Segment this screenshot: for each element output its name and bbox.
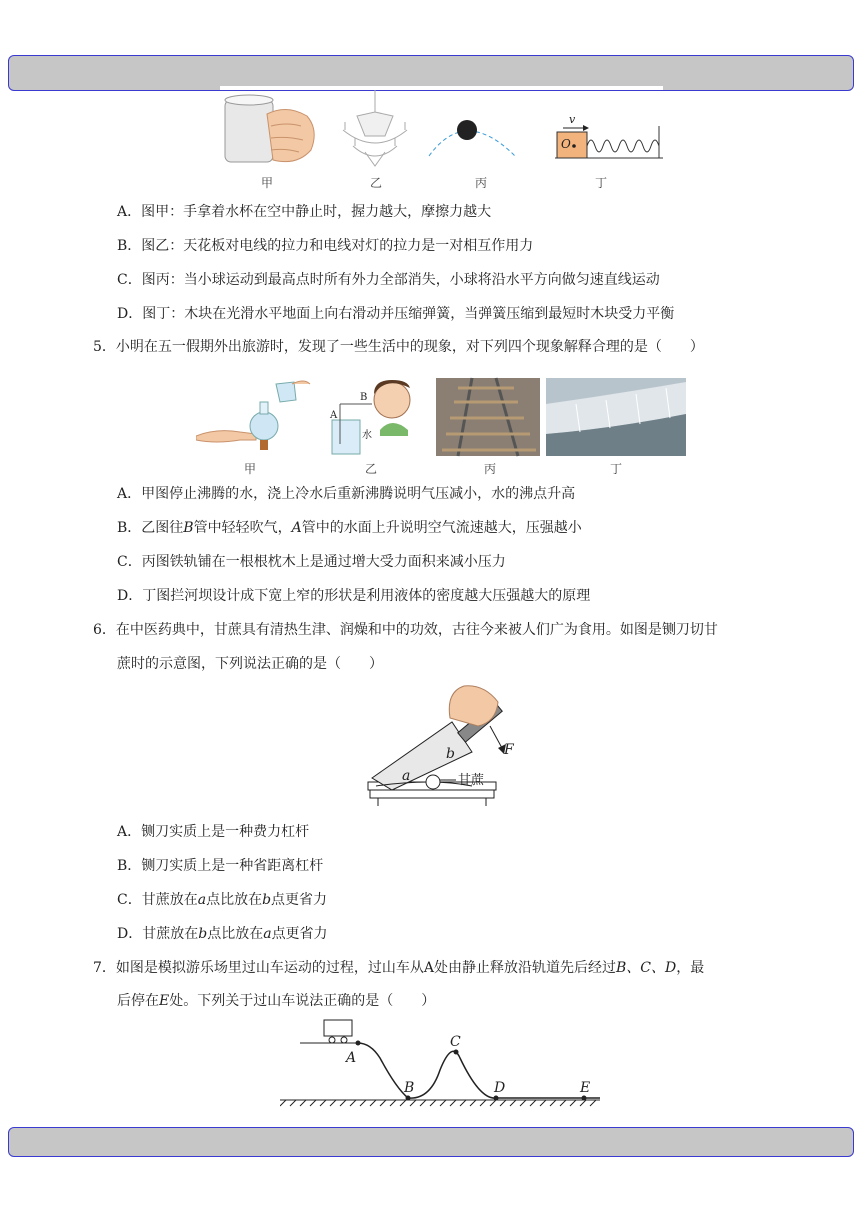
q4-caption-yi: 乙 [370,176,383,190]
q5-caption-bing: 丙 [484,462,497,476]
block-spring-image [555,113,663,158]
q4-option-b: B．图乙：天花板对电线的拉力和电线对灯的拉力是一对相互作用力 [117,238,534,254]
q4-option-c: C．图丙：当小球运动到最高点时所有外力全部消失，小球将沿水平方向做匀速直线运动 [117,272,660,288]
point-b: B [404,1080,415,1096]
q4-caption-ding: 丁 [595,176,608,190]
q4-option-d: D．图丁：木块在光滑水平地面上向右滑动并压缩弹簧，当弹簧压缩到最短时木块受力平衡 [117,306,675,322]
q5-figures [196,374,688,458]
point-e: E [580,1080,591,1096]
railway-image [436,378,540,456]
q5-option-b: B．乙图往B管中轻轻吹气，A管中的水面上升说明空气流速越大，压强越小 [117,520,582,536]
sugarcane-label: 甘蔗 [458,773,485,788]
v-label: v [569,113,576,126]
dam-image [546,378,686,456]
chandelier-image [343,90,407,166]
q7-stem-line2: 后停在E处。下列关于过山车说法正确的是（ ） [117,993,436,1009]
label-a: A [330,410,338,421]
q6-option-a: A．铡刀实质上是一种费力杠杆 [117,824,310,840]
q6-option-c: C．甘蔗放在a点比放在b点更省力 [117,892,328,908]
label-b: B [360,392,368,403]
blowing-tube-image [329,380,410,454]
q5-caption-yi: 乙 [365,462,378,476]
q4-option-a: A．图甲：手拿着水杯在空中静止时，握力越大，摩擦力越大 [117,204,492,220]
point-a-label: a [402,768,411,784]
ball-trajectory-image [429,120,515,156]
q5-option-c: C．丙图铁轨铺在一根根枕木上是通过增大受力面积来减小压力 [117,554,506,570]
flask-image [196,381,310,450]
q5-option-d: D．丁图拦河坝设计成下宽上窄的形状是利用液体的密度越大压强越大的原理 [117,588,591,604]
q6-stem-line2: 蔗时的示意图，下列说法正确的是（ ） [117,656,383,672]
q5-caption-jia: 甲 [244,462,257,476]
q5-stem: 5．小明在五一假期外出旅游时，发现了一些生活中的现象，对下列四个现象解释合理的是（ ） [93,339,704,355]
q4-caption-jia: 甲 [261,176,274,190]
roller-coaster-figure [280,1018,604,1108]
label-water: 水 [362,430,372,441]
q6-stem-line1: 6．在中医药典中，甘蔗具有清热生津、润燥和中的功效，古往今来被人们广为食用。如图是铡刀切甘 [93,622,718,638]
q6-option-d: D．甘蔗放在b点比放在a点更省力 [117,926,328,942]
o-label: O [561,137,571,151]
q7-stem-line1: 7．如图是模拟游乐场里过山车运动的过程，过山车从A处由静止释放沿轨道先后经过B、C、D，最 [93,960,705,976]
hand-cup-image [225,95,314,162]
footer-band [8,1127,854,1157]
point-c: C [450,1034,461,1050]
q5-caption-ding: 丁 [610,462,623,476]
q5-option-a: A．甲图停止沸腾的水，浇上冷水后重新沸腾说明气压减小，水的沸点升高 [117,486,576,502]
point-a: A [346,1050,357,1066]
q4-caption-bing: 丙 [475,176,488,190]
point-b-label: b [446,746,455,762]
force-label: F [504,742,514,758]
q6-option-b: B．铡刀实质上是一种省距离杠杆 [117,858,324,874]
guillotine-figure [362,682,532,812]
point-d: D [494,1080,506,1096]
